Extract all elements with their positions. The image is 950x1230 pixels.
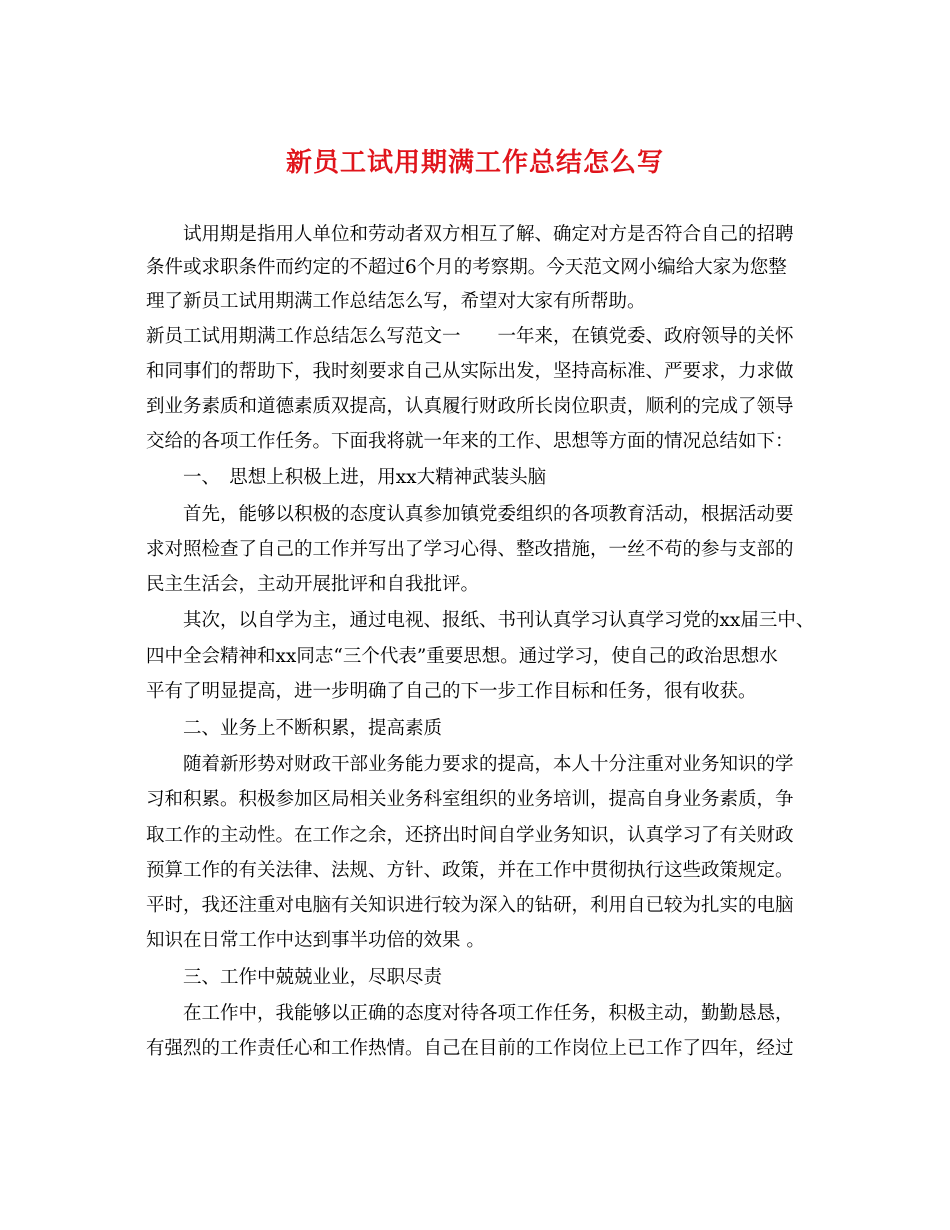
paragraph-line: 试用期是指用人单位和劳动者双方相互了解、确定对方是否符合自己的招聘 bbox=[183, 224, 794, 245]
paragraph-line: 条件或求职条件而约定的不超过6个月的考察期。今天范文网小编给大家为您整 bbox=[146, 257, 787, 278]
section-heading: 一、 思想上积极上进，用xx大精神武装头脑 bbox=[183, 467, 547, 488]
paragraph-line: 在工作中，我能够以正确的态度对待各项工作任务，积极主动，勤勤恳恳， bbox=[183, 1003, 794, 1024]
paragraph-line: 四中全会精神和xx同志“三个代表”重要思想。通过学习，使自己的政治思想水 bbox=[146, 646, 778, 667]
paragraph-line: 首先，能够以积极的态度认真参加镇党委组织的各项教育活动，根据活动要 bbox=[183, 504, 794, 525]
paragraph-line: 随着新形势对财政干部业务能力要求的提高，本人十分注重对业务知识的学 bbox=[183, 754, 794, 775]
paragraph-line: 其次，以自学为主，通过电视、报纸、书刊认真学习认真学习党的xx届三中、 bbox=[183, 610, 815, 631]
paragraph-line: 预算工作的有关法律、法规、方针、政策，并在工作中贯彻执行这些政策规定。 bbox=[146, 860, 794, 881]
paragraph-line: 理了新员工试用期满工作总结怎么写，希望对大家有所帮助。 bbox=[146, 291, 646, 312]
paragraph-line: 到业务素质和道德素质双提高，认真履行财政所长岗位职责，顺利的完成了领导 bbox=[146, 396, 794, 417]
paragraph-line: 习和积累。积极参加区局相关业务科室组织的业务培训，提高自身业务素质，争 bbox=[146, 789, 794, 810]
paragraph-line: 平有了明显提高，进一步明确了自己的下一步工作目标和任务，很有收获。 bbox=[146, 681, 757, 702]
paragraph-line: 知识在日常工作中达到事半功倍的效果 。 bbox=[146, 930, 485, 951]
paragraph-line: 平时，我还注重对电脑有关知识进行较为深入的钻研，利用自已较为扎实的电脑 bbox=[146, 895, 794, 916]
section-heading: 三、工作中兢兢业业，尽职尽责 bbox=[183, 967, 443, 988]
paragraph-line: 有强烈的工作责任心和工作热情。自己在目前的工作岗位上已工作了四年，经过 bbox=[146, 1038, 794, 1059]
document-title: 新员工试用期满工作总结怎么写 bbox=[285, 148, 664, 178]
paragraph-line: 民主生活会，主动开展批评和自我批评。 bbox=[146, 574, 480, 595]
paragraph-line: 新员工试用期满工作总结怎么写范文一 一年来，在镇党委、政府领导的关怀 bbox=[146, 326, 794, 347]
paragraph-line: 和同事们的帮助下，我时刻要求自己从实际出发，坚持高标准、严要求，力求做 bbox=[146, 361, 794, 382]
paragraph-line: 交给的各项工作任务。下面我将就一年来的工作、思想等方面的情况总结如下： bbox=[146, 431, 794, 452]
paragraph-line: 求对照检查了自己的工作并写出了学习心得、整改措施，一丝不苟的参与支部的 bbox=[146, 539, 794, 560]
section-heading: 二、业务上不断积累，提高素质 bbox=[183, 718, 443, 739]
paragraph-line: 取工作的主动性。在工作之余，还挤出时间自学业务知识，认真学习了有关财政 bbox=[146, 825, 794, 846]
